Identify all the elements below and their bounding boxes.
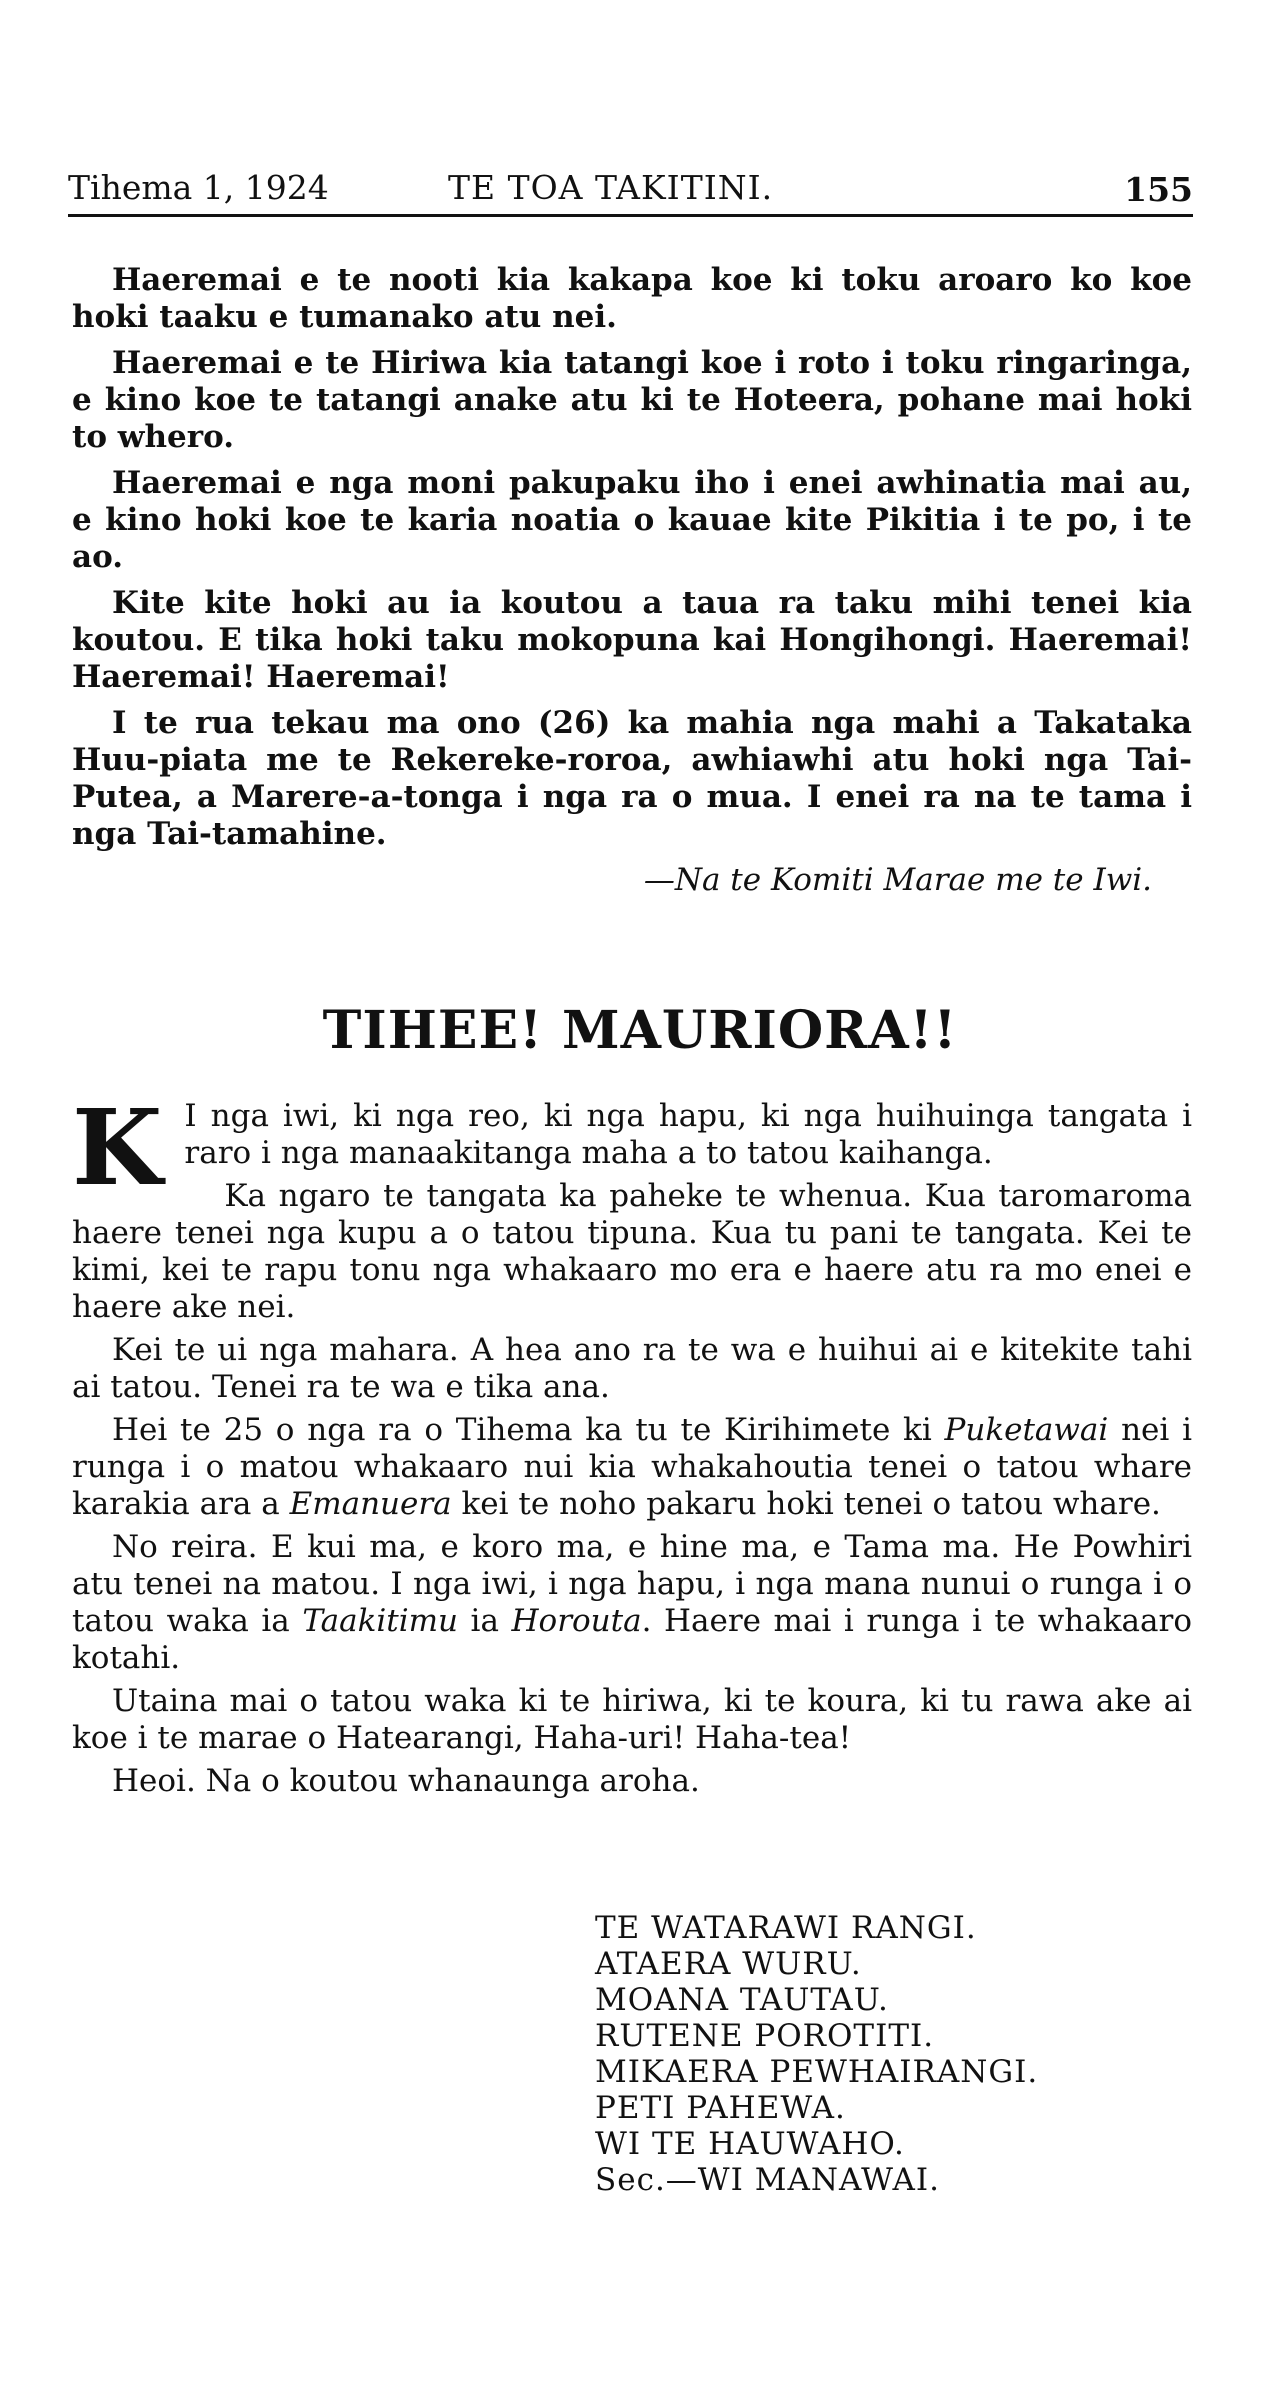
- running-header: [68, 168, 1193, 218]
- signatory: TE WATARAWI RANGI.: [595, 1910, 977, 1946]
- paragraph-christmas: Hei te 25 o nga ra o Tihema ka tu te Kirihimete ki Puketawai nei i runga i o matou whakaaro nui kia whakahoutia tenei o tatou whare karakia ara a Emanuera kei te noho pakaru hoki tenei o tatou whare.: [72, 1412, 1192, 1522]
- paragraph: Haeremai e te nooti kia kakapa koe ki toku aroaro ko koe hoki taaku e tumanako atu nei.: [72, 262, 1192, 335]
- church-name: Emanuera: [289, 1486, 452, 1522]
- signatory: ATAERA WURU.: [595, 1946, 862, 1982]
- paragraph: Kite kite hoki au ia koutou a taua ra taku mihi tenei kia koutou. E tika hoki taku mokopuna kai Hongihongi. Haeremai! Haeremai! Haeremai!: [72, 585, 1192, 695]
- paragraph: I te rua tekau ma ono (26) ka mahia nga mahi a Takataka Huu-piata me te Rekereke-roroa, awhiawhi atu hoki nga Tai-Putea, a Marere-a-tonga i nga ra o mua. I enei ra na te tama i nga Tai-tamahine.: [72, 705, 1192, 852]
- paragraph-closing: Heoi. Na o koutou whanaunga aroha.: [112, 1763, 700, 1799]
- opening-text: I nga iwi, ki nga reo, ki nga hapu, ki nga huihuinga tangata i raro i nga manaakitanga maha a to tatou kaihanga.: [184, 1098, 1192, 1171]
- header-rule: [68, 214, 1193, 217]
- article-body: [72, 1086, 1192, 1806]
- paragraph-invitation: No reira. E kui ma, e koro ma, e hine ma, e Tama ma. He Powhiri atu tenei na matou. I nga iwi, i nga hapu, i nga mana nunui o runga i o tatou waka ia Taakitimu ia Horouta. Haere mai i runga i te whakaaro kotahi.: [72, 1529, 1192, 1676]
- signatory: RUTENE POROTITI.: [595, 2018, 935, 2054]
- welcome-section: [72, 262, 1192, 899]
- committee-signoff: —Na te Komiti Marae me te Iwi.: [643, 862, 1152, 898]
- paragraph: Kei te ui nga mahara. A hea ano ra te wa e huihui ai e kitekite tahi ai tatou. Tenei ra te wa e tika ana.: [72, 1332, 1192, 1405]
- signatory: MIKAERA PEWHAIRANGI.: [595, 2054, 1039, 2090]
- waka-name: Taakitimu: [302, 1603, 459, 1639]
- signatories: [595, 1910, 1038, 2198]
- publication-title: TE TOA TAKITINI.: [448, 168, 774, 207]
- paragraph: Utaina mai o tatou waka ki te hiriwa, ki te koura, ki tu rawa ake ai koe i te marae o Hatearangi, Haha-uri! Haha-tea!: [72, 1683, 1192, 1756]
- signatory: WI TE HAUWAHO.: [595, 2126, 905, 2162]
- signatory: MOANA TAUTAU.: [595, 1982, 889, 2018]
- drop-cap: K: [72, 1086, 163, 1209]
- paragraph: Haeremai e te Hiriwa kia tatangi koe i roto i toku ringaringa, e kino koe te tatangi anake atu ki te Hoteera, pohane mai hoki to whero.: [72, 345, 1192, 455]
- opening-paragraph: [72, 1086, 1192, 1209]
- place-name: Puketawai: [944, 1412, 1109, 1448]
- signatory: PETI PAHEWA.: [595, 2090, 846, 2126]
- paragraph: Haeremai e nga moni pakupaku iho i enei awhinatia mai au, e kino hoki koe te karia noatia o kauae kite Pikitia i te po, i te ao.: [72, 465, 1192, 575]
- issue-date: Tihema 1, 1924: [68, 168, 329, 207]
- article-heading: TIHEE! MAURIORA!!: [322, 1000, 958, 1061]
- waka-name: Horouta: [511, 1603, 642, 1639]
- paragraph: Ka ngaro te tangata ka paheke te whenua. Kua taromaroma haere tenei nga kupu a o tatou tipuna. Kua tu pani te tangata. Kei te kimi, kei te rapu tonu nga whakaaro mo era e haere atu ra mo enei e haere ake nei.: [72, 1178, 1192, 1325]
- signatory: Sec.—WI MANAWAI.: [595, 2162, 940, 2198]
- page-number: 155: [1124, 170, 1193, 209]
